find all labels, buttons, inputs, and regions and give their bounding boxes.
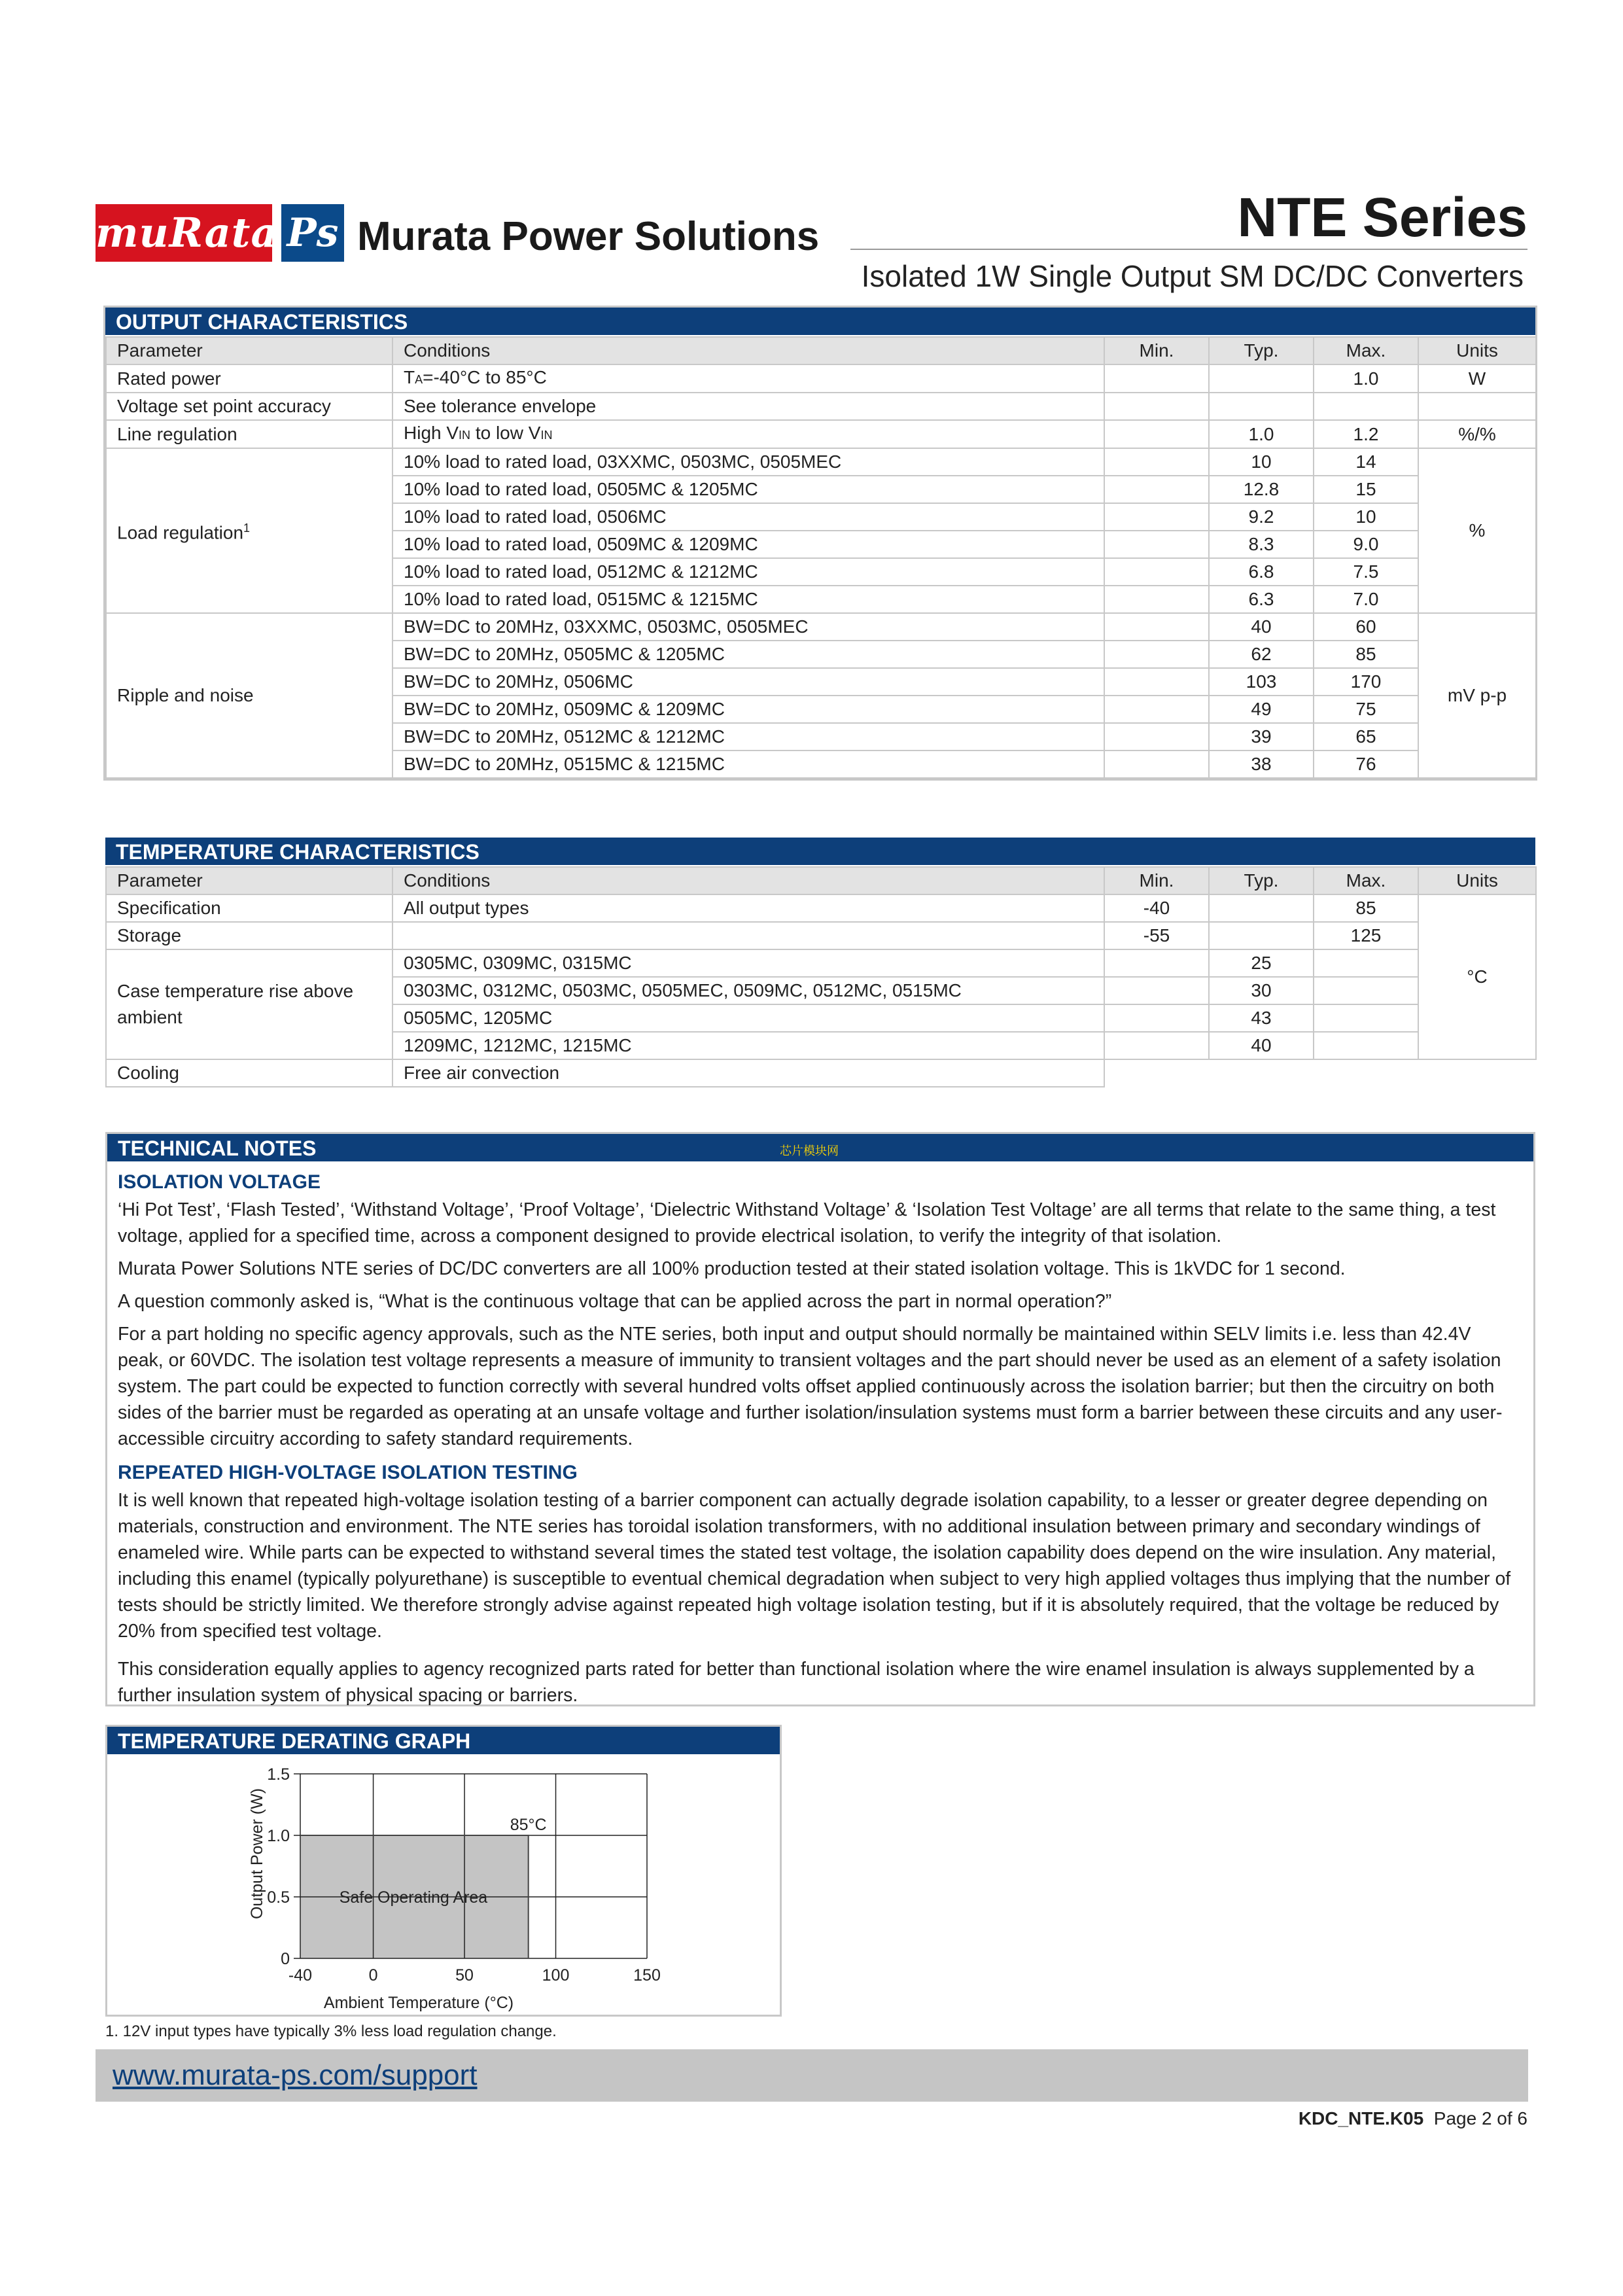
param-cell: Voltage set point accuracy (106, 393, 393, 420)
max-cell: 85 (1314, 894, 1418, 922)
paragraph: ‘Hi Pot Test’, ‘Flash Tested’, ‘Withstand Voltage’, ‘Proof Voltage’, ‘Dielectric Withstand Voltage’ & ‘Isolation Test Voltage’ are all terms that relate to the same thing, a test voltage, applied for a specified time, across a component designed to provide electrical isolation, to verify the integrity of that isolation. (118, 1199, 1496, 1246)
cond-cell: BW=DC to 20MHz, 0515MC & 1215MC (393, 751, 1104, 778)
section-title: TEMPERATURE DERATING GRAPH (107, 1727, 780, 1756)
typ-cell: 8.3 (1209, 531, 1314, 558)
table-row (106, 420, 1536, 448)
col-typ: Typ. (1209, 867, 1314, 894)
cond-cell: 10% load to rated load, 0509MC & 1209MC (393, 531, 1104, 558)
cond-cell: See tolerance envelope (393, 393, 1104, 420)
param-cell: Cooling (106, 1059, 393, 1087)
typ-cell: 1.0 (1209, 420, 1314, 448)
max-cell: 10 (1314, 503, 1418, 531)
output-characteristics-table (105, 308, 1535, 779)
typ-cell: 40 (1209, 613, 1314, 641)
col-max: Max. (1314, 867, 1418, 894)
y-tick-label: 0.5 (267, 1888, 290, 1907)
param-cell: Load regulation$^1$ (106, 448, 393, 613)
company-name: Murata Power Solutions (357, 214, 820, 259)
max-cell: 15 (1314, 476, 1418, 503)
x-tick-label: 150 (633, 1966, 661, 1985)
page-number: Page 2 of 6 (1433, 2108, 1527, 2128)
col-parameter: Parameter (106, 867, 393, 894)
param-cell: Line regulation (106, 420, 393, 448)
typ-cell: 40 (1209, 1032, 1314, 1059)
cond-cell: BW=DC to 20MHz, 0509MC & 1209MC (393, 696, 1104, 723)
section-title: TEMPERATURE CHARACTERISTICS (105, 838, 1535, 866)
cond-cell: 10% load to rated load, 03XXMC, 0503MC, 0505MEC (393, 448, 1104, 476)
footnote: 1. 12V input types have typically 3% less load regulation change. (105, 2022, 557, 2040)
typ-cell: 25 (1209, 949, 1314, 977)
max-cell: 65 (1314, 723, 1418, 751)
min-cell: -40 (1104, 894, 1209, 922)
series-title: NTE Series (1237, 186, 1527, 248)
table-row (106, 364, 1536, 393)
technical-notes (105, 1132, 1535, 1706)
unit-cell: W (1418, 364, 1536, 393)
typ-cell: 10 (1209, 448, 1314, 476)
x-tick-label: -40 (288, 1966, 313, 1985)
cond-cell: 0505MC, 1205MC (393, 1004, 1104, 1032)
max-cell: 170 (1314, 668, 1418, 696)
table-row (106, 949, 1536, 977)
cond-cell: 10% load to rated load, 0505MC & 1205MC (393, 476, 1104, 503)
cond-cell: 0303MC, 0312MC, 0503MC, 0505MEC, 0509MC, 0512MC, 0515MC (393, 977, 1104, 1004)
watermark: 芯片模块网 (780, 1144, 839, 1157)
col-parameter: Parameter (106, 337, 393, 364)
typ-cell: 43 (1209, 1004, 1314, 1032)
table-row (106, 894, 1536, 922)
paragraph: A question commonly asked is, “What is the continuous voltage that can be applied across the part in normal operation?” (118, 1291, 1112, 1312)
isolation-voltage-heading: ISOLATION VOLTAGE (118, 1171, 321, 1193)
typ-cell: 49 (1209, 696, 1314, 723)
col-units: Units (1418, 337, 1536, 364)
max-cell: 125 (1314, 922, 1418, 949)
derating-chart (107, 1756, 780, 2015)
col-units: Units (1418, 867, 1536, 894)
max-cell: 9.0 (1314, 531, 1418, 558)
paragraph: For a part holding no specific agency approvals, such as the NTE series, both input and output should normally be maintained within SELV limits i.e. less than 42.4V peak, or 60VDC. The isolation test voltage represents a measure of immunity to transient voltages and the part should never be used as an element of a safety isolation system. The part could be expected to function correctly with several hundred volts offset applied continuously across the isolation barrier; but then the circuitry on both sides of the barrier must be regarded as operating at an unsafe voltage and further isolation/insulation systems must form a barrier between these circuits and any user-accessible circuitry according to safety standard requirements. (118, 1324, 1503, 1449)
table-row (106, 393, 1536, 420)
table-row (106, 448, 1536, 476)
cond-cell: BW=DC to 20MHz, 03XXMC, 0503MC, 0505MEC (393, 613, 1104, 641)
cond-cell: Free air convection (393, 1059, 1104, 1087)
max-cell: 85 (1314, 641, 1418, 668)
y-axis-label: Output Power (W) (248, 1788, 266, 1920)
x-tick-label: 0 (368, 1966, 378, 1985)
cond-cell: 10% load to rated load, 0515MC & 1215MC (393, 586, 1104, 613)
murata-logo: muRata (96, 204, 272, 262)
paragraph: This consideration equally applies to agency recognized parts rated for better than functional isolation where the wire enamel insulation is always supplemented by a further insulation system of physical spacing or barriers. (118, 1659, 1475, 1706)
col-typ: Typ. (1209, 337, 1314, 364)
ps-logo: Ps (281, 204, 344, 262)
col-conditions: Conditions (393, 867, 1104, 894)
unit-cell: °C (1418, 894, 1536, 1059)
annotation-85c: 85°C (510, 1816, 547, 1834)
cond-cell: 1209MC, 1212MC, 1215MC (393, 1032, 1104, 1059)
paragraph: It is well known that repeated high-voltage isolation testing of a barrier component can actually degrade isolation capability, to a lesser or greater degree depending on materials, construction and environment. The NTE series has toroidal isolation transformers, with no additional insulation between primary and secondary windings of enameled wire. While parts can be expected to withstand several times the stated test voltage, the isolation capability does depend on the wire insulation. Any material, including this enamel (typically polyurethane) is susceptible to eventual chemical degradation when subject to very high applied voltages thus implying that the number of tests should be strictly limited. We therefore strongly advise against repeated high voltage isolation testing, but if it is absolutely required, that the voltage be reduced by 20% from specified test voltage. (118, 1490, 1511, 1642)
typ-cell: 103 (1209, 668, 1314, 696)
header-divider (850, 249, 1527, 250)
typ-cell: 12.8 (1209, 476, 1314, 503)
x-axis-label: Ambient Temperature (°C) (323, 1994, 514, 2012)
typ-cell: 6.3 (1209, 586, 1314, 613)
max-cell: 75 (1314, 696, 1418, 723)
param-cell: Storage (106, 922, 393, 949)
min-cell: -55 (1104, 922, 1209, 949)
unit-cell: % (1418, 448, 1536, 613)
max-cell: 60 (1314, 613, 1418, 641)
support-link[interactable]: www.murata-ps.com/support (113, 2059, 478, 2091)
cond-cell: BW=DC to 20MHz, 0505MC & 1205MC (393, 641, 1104, 668)
annotation-safe-area: Safe Operating Area (339, 1888, 488, 1907)
cond-cell: BW=DC to 20MHz, 0506MC (393, 668, 1104, 696)
product-subtitle: Isolated 1W Single Output SM DC/DC Converters (861, 259, 1524, 293)
typ-cell: 62 (1209, 641, 1314, 668)
param-cell: Case temperature rise above ambient (106, 949, 393, 1059)
cond-cell: High VIN to low VIN (393, 420, 1104, 448)
section-title: OUTPUT CHARACTERISTICS (105, 308, 1535, 336)
cond-cell: 10% load to rated load, 0506MC (393, 503, 1104, 531)
max-cell: 1.0 (1314, 364, 1418, 393)
x-tick-label: 100 (542, 1966, 570, 1985)
param-cell: Rated power (106, 364, 393, 393)
cond-cell: TA=-40°C to 85°C (393, 364, 1104, 393)
col-conditions: Conditions (393, 337, 1104, 364)
y-tick-label: 1.0 (267, 1827, 290, 1845)
derating-graph-panel (105, 1725, 782, 2017)
cond-cell: BW=DC to 20MHz, 0512MC & 1212MC (393, 723, 1104, 751)
typ-cell: 38 (1209, 751, 1314, 778)
section-title: TECHNICAL NOTES (107, 1134, 1533, 1163)
max-cell: 7.5 (1314, 558, 1418, 586)
cond-cell: 0305MC, 0309MC, 0315MC (393, 949, 1104, 977)
unit-cell: %/% (1418, 420, 1536, 448)
param-cell: Specification (106, 894, 393, 922)
table-row (106, 613, 1536, 641)
col-min: Min. (1104, 867, 1209, 894)
column-headers (106, 867, 1536, 894)
col-max: Max. (1314, 337, 1418, 364)
y-tick-label: 0 (281, 1950, 290, 1968)
y-tick-label: 1.5 (267, 1765, 290, 1784)
typ-cell: 9.2 (1209, 503, 1314, 531)
paragraph: Murata Power Solutions NTE series of DC/DC converters are all 100% production tested at their stated isolation voltage. This is 1kVDC for 1 second. (118, 1258, 1346, 1279)
typ-cell: 30 (1209, 977, 1314, 1004)
temperature-characteristics-table (105, 838, 1535, 1087)
col-min: Min. (1104, 337, 1209, 364)
param-cell: Ripple and noise (106, 613, 393, 778)
column-headers (106, 337, 1536, 364)
typ-cell: 6.8 (1209, 558, 1314, 586)
x-tick-label: 50 (455, 1966, 474, 1985)
max-cell: 76 (1314, 751, 1418, 778)
max-cell: 1.2 (1314, 420, 1418, 448)
table-row (106, 922, 1536, 949)
max-cell: 14 (1314, 448, 1418, 476)
max-cell: 7.0 (1314, 586, 1418, 613)
typ-cell: 39 (1209, 723, 1314, 751)
cond-cell: 10% load to rated load, 0512MC & 1212MC (393, 558, 1104, 586)
document-number (1299, 2103, 1527, 2134)
repeated-testing-heading: REPEATED HIGH-VOLTAGE ISOLATION TESTING (118, 1462, 578, 1483)
unit-cell: mV p-p (1418, 613, 1536, 778)
cond-cell: All output types (393, 894, 1104, 922)
doc-code: KDC_NTE.K05 (1298, 2108, 1424, 2128)
table-row (106, 1059, 1536, 1087)
